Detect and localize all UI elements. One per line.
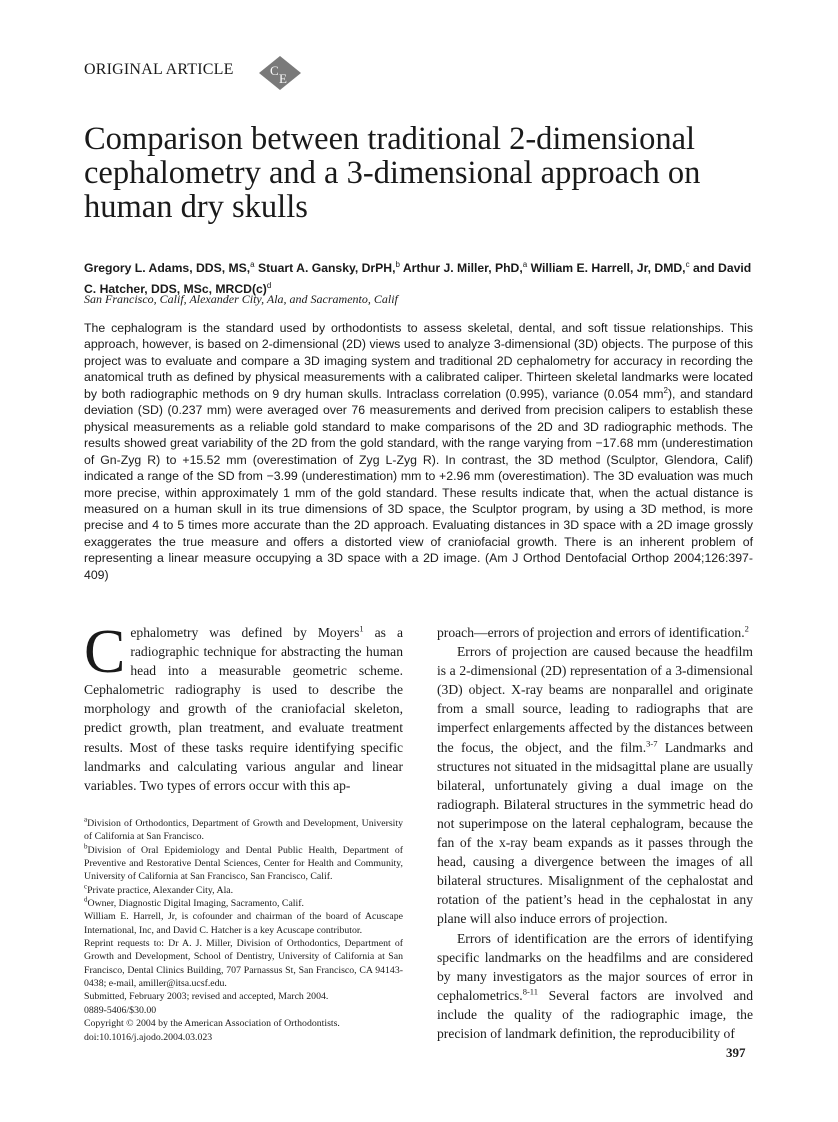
footnote-text: Private practice, Alexander City, Ala. xyxy=(87,884,234,896)
body-right-column xyxy=(437,623,753,1043)
footnote-mark: a xyxy=(84,815,88,824)
reprint-requests: Reprint requests to: Dr A. J. Miller, Division of Orthodontics, Department of Growth and Development, School of Dentistry, University of California at San Francisco, Dental Clinics Building, 707 Parnassus St, San Francisco, CA 94143-0438; e-mail, amiller@itsa.ucsf.edu. xyxy=(84,938,403,990)
submission-dates: Submitted, February 2003; revised and accepted, March 2004. xyxy=(84,991,329,1003)
drop-cap: C xyxy=(84,618,126,686)
author-affiliation-mark: d xyxy=(266,281,272,291)
author: William E. Harrell, Jr, DMD, xyxy=(527,261,686,276)
abstract xyxy=(84,320,753,583)
body-paragraph xyxy=(437,642,753,928)
footnote-text: Division of Orthodontics, Department of Growth and Development, University of California at San Francisco. xyxy=(84,818,403,843)
footnote-mark: c xyxy=(84,882,88,891)
body-left-column xyxy=(84,618,403,795)
author: Stuart A. Gansky, DrPH, xyxy=(254,261,396,276)
abstract-text: The cephalogram is the standard used by orthodontists to assess skeletal, dental, and soft tissue relationships. This approach, however, is based on 2-dimensional (2D) views used to analyze 3-dimensional (3D) objects. The purpose of this project was to evaluate and compare a 3D imaging system and traditional 2D cephalometry for accuracy in recording the anatomical truth as defined by physical measurements with a calibrated caliper. Thirteen skeletal landmarks were located by both radiographic methods on 9 dry human skulls. Intraclass correlation (0.995), variance (0.054 mm xyxy=(84,321,753,401)
svg-text:C: C xyxy=(270,63,279,78)
footnote-text: Division of Oral Epidemiology and Dental Public Health, Department of Preventive and Restorative Dental Sciences, Center for Health and Community, University of California at San Francisco, San Francisco, Calif. xyxy=(84,844,403,883)
author-affiliation-mark: a xyxy=(250,260,255,269)
doi: doi:10.1016/j.ajodo.2004.03.023 xyxy=(84,1031,213,1043)
body-text: ephalometry was defined by Moyers xyxy=(130,625,360,640)
body-text: as a radiographic technique for abstracting the human head into a measurable geometric scheme. Cephalometric radiography is used to describe the morphology and growth of the craniofacial skeleton, predict growth, plan treatment, and evaluate treatment results. Most of these tasks require identifying specific landmarks and calculating various angular and linear variables. Two types of errors occur with this ap- xyxy=(84,625,403,793)
affiliation-locations: San Francisco, Calif, Alexander City, Ala, and Sacramento, Calif xyxy=(84,292,398,306)
body-text: proach—errors of projection and errors of identification. xyxy=(437,625,745,640)
footnote-mark: b xyxy=(84,842,88,851)
abstract-text: ), and standard deviation (SD) (0.237 mm) were averaged over 76 measurements and derived from precision calipers to establish these physical measurements as a reliable gold standard to make comparisons of the 2D and 3D radiographic methods. The results showed great variability of the 2D from the gold standard, with the range varying from −17.68 mm (underestimation of Gn-Zyg R) to +15.52 mm (overestimation of Zyg L-Zyg R). In contrast, the 3D method (Sculptor, Glendora, Calif) indicated a range of the SD from −3.99 (underestimation) mm to +2.96 mm (overestimation). The 3D evaluation was much more precise, within approximately 1 mm of the gold standard. These results indicate that, when the actual distance is measured on a human skull in its true dimensions of 3D space, the Sculptor program, by using a 3D method, is more precise and 4 to 5 times more accurate than the 2D approach. Evaluating distances in 3D space with a 2D image grossly exaggerates the true measure and offers a distorted view of craniofacial growth. There is an inherent problem of representing a linear measure occupying a 3D space with a 2D image. (Am J Orthod Dentofacial Orthop 2004;126:397-409) xyxy=(84,386,753,582)
footnote xyxy=(84,817,403,844)
body-paragraph xyxy=(437,929,753,1044)
author: and David C. Hatcher, DDS, MSc, MRCD(c) xyxy=(84,261,752,297)
price-code: 0889-5406/$30.00 xyxy=(84,1004,157,1016)
author: Gregory L. Adams, DDS, MS, xyxy=(84,261,251,276)
superscript: 2 xyxy=(663,385,668,395)
citation: 8-11 xyxy=(522,986,538,997)
author-affiliation-mark: b xyxy=(395,260,400,269)
footnote-text: Owner, Diagnostic Digital Imaging, Sacramento, Calif. xyxy=(87,898,304,910)
article-title: Comparison between traditional 2-dimensional cephalometry and a 3-dimensional approach on human dry skulls xyxy=(84,121,701,225)
footnote-mark: d xyxy=(84,895,88,904)
copyright: Copyright © 2004 by the American Association of Orthodontists. xyxy=(84,1018,340,1030)
citation: 2 xyxy=(744,623,749,634)
citation: 3-7 xyxy=(646,738,658,749)
intro-paragraph xyxy=(84,618,403,795)
footnote xyxy=(84,897,403,910)
body-text: Several factors are involved and include the quality of the radiographic image, the precision of landmark definition, the reproducibility of xyxy=(437,987,753,1041)
section-label: ORIGINAL ARTICLE xyxy=(84,61,234,78)
body-paragraph xyxy=(437,623,753,642)
footnote xyxy=(84,844,403,884)
body-text: Errors of identification are the errors of identifying specific landmarks on the headfilms and are considered by many investigators as the major sources of error in cephalometrics. xyxy=(437,930,753,1003)
author-affiliation-mark: c xyxy=(685,260,690,269)
svg-text:E: E xyxy=(279,71,287,86)
body-text: Errors of projection are caused because the headfilm is a 2-dimensional (2D) representation of a 3-dimensional (3D) object. X-ray beams are nonparallel and originate from a small source, leading to radiographs that are imperfect enlargements affected by the distances between the focus, the object, and the film. xyxy=(437,644,753,755)
citation: 1 xyxy=(359,623,364,634)
disclosure: William E. Harrell, Jr, is cofounder and chairman of the board of Acuscape International, Inc, and David C. Hatcher is a key Acuscape contributor. xyxy=(84,911,403,936)
author-affiliation-mark: a xyxy=(522,260,528,269)
ce-logo xyxy=(259,56,301,90)
body-text: Landmarks and structures not situated in the midsagittal plane are usually bilateral, unfortunately giving a dual image on the radiograph. Bilateral structures in the symmetric head do not superimpose on the lateral cephalogram, because the fan of the x-ray beam expands as it passes through the head, causing a divergence between the images of all bilateral structures. Misalignment of the cephalostat and rotation of the patient’s head in the cephalostat in any plane will also induce errors of projection. xyxy=(437,739,753,927)
author: Arthur J. Miller, PhD, xyxy=(399,261,523,276)
page-number: 397 xyxy=(726,1045,746,1060)
footnotes xyxy=(84,817,403,1044)
footnote xyxy=(84,884,403,897)
